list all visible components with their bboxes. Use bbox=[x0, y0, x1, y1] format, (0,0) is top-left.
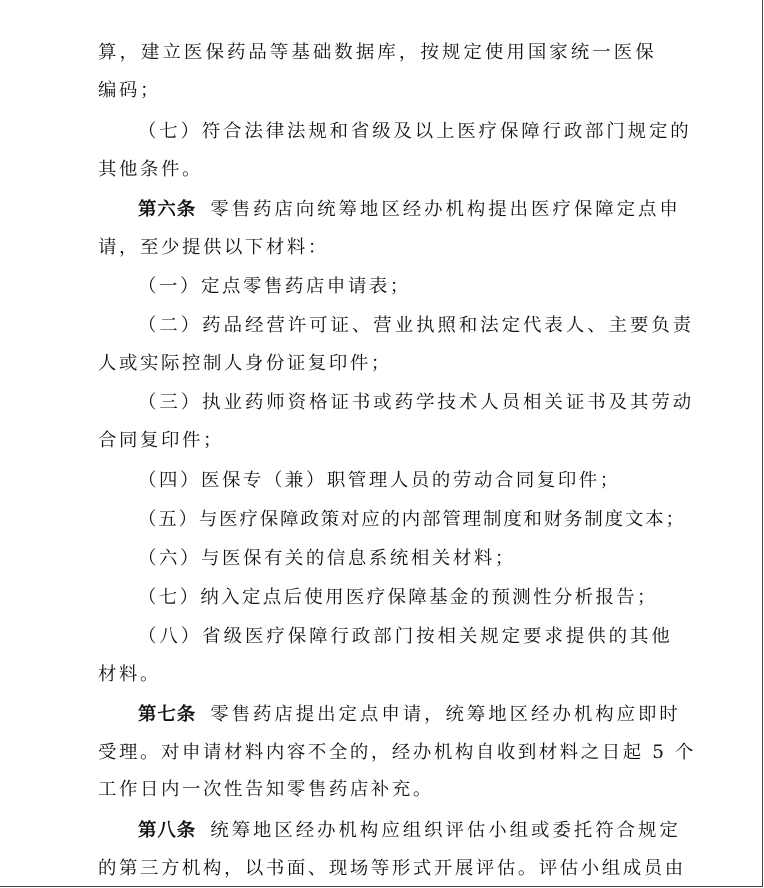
line: 工作日内一次性告知零售药店补充。 bbox=[98, 779, 434, 800]
line: （六）与医保有关的信息系统相关材料； bbox=[138, 548, 516, 569]
paragraph-p8 bbox=[98, 501, 686, 539]
line: 人或实际控制人身份证复印件； bbox=[98, 352, 392, 374]
paragraph-p3 bbox=[98, 191, 681, 266]
paragraph-p2 bbox=[98, 113, 692, 188]
line-with-article bbox=[98, 812, 681, 850]
line: 合同复印件； bbox=[98, 429, 224, 451]
line: （五）与医疗保障政策对应的内部管理制度和财务制度文本； bbox=[138, 509, 686, 530]
paragraph-p6 bbox=[98, 384, 695, 459]
line: 请，至少提供以下材料： bbox=[98, 236, 329, 258]
line-text: 零售药店向统筹地区经办机构提出医疗保障定点申 bbox=[210, 199, 681, 220]
line: 编码； bbox=[98, 79, 161, 101]
line: （四）医保专（兼）职管理人员的劳动合同复印件； bbox=[138, 470, 621, 491]
paragraph-p5 bbox=[98, 307, 695, 382]
line: （三）执业药师资格证书或药学技术人员相关证书及其劳动 bbox=[138, 392, 695, 413]
paragraph-p9 bbox=[98, 540, 668, 578]
line-with-article bbox=[98, 191, 681, 229]
line: 算，建立医保药品等基础数据库，按规定使用国家统一医保 bbox=[98, 42, 657, 63]
line: 的第三方机构，以书面、现场等形式开展评估。评估小组成员由 bbox=[98, 857, 686, 879]
line-text: 零售药店提出定点申请，统筹地区经办机构应即时 bbox=[210, 704, 681, 725]
article-heading: 第六条 bbox=[138, 199, 197, 220]
article-heading: 第八条 bbox=[138, 820, 197, 841]
paragraph-p1 bbox=[98, 34, 668, 109]
line-text: 统筹地区经办机构应组织评估小组或委托符合规定 bbox=[210, 820, 681, 841]
paragraph-p13 bbox=[98, 812, 686, 887]
paragraph-p7 bbox=[98, 462, 668, 500]
line: 受理。对申请材料内容不全的，经办机构自收到材料之日起 5 个 bbox=[98, 741, 696, 763]
line-with-article bbox=[98, 696, 681, 734]
line: （二）药品经营许可证、营业执照和法定代表人、主要负责 bbox=[138, 315, 695, 336]
line: （七）符合法律法规和省级及以上医疗保障行政部门规定的 bbox=[138, 121, 692, 142]
paragraph-p10 bbox=[98, 579, 668, 617]
paragraph-p11 bbox=[98, 618, 673, 693]
paragraph-p12 bbox=[98, 696, 696, 809]
article-heading: 第七条 bbox=[138, 704, 197, 725]
line: （八）省级医疗保障行政部门按相关规定要求提供的其他 bbox=[138, 626, 673, 647]
line: （七）纳入定点后使用医疗保障基金的预测性分析报告； bbox=[138, 587, 658, 608]
line: 材料。 bbox=[98, 663, 161, 685]
paragraph-p4 bbox=[98, 268, 668, 306]
line: （一）定点零售药店申请表； bbox=[138, 276, 411, 297]
line: 其他条件。 bbox=[98, 158, 203, 180]
